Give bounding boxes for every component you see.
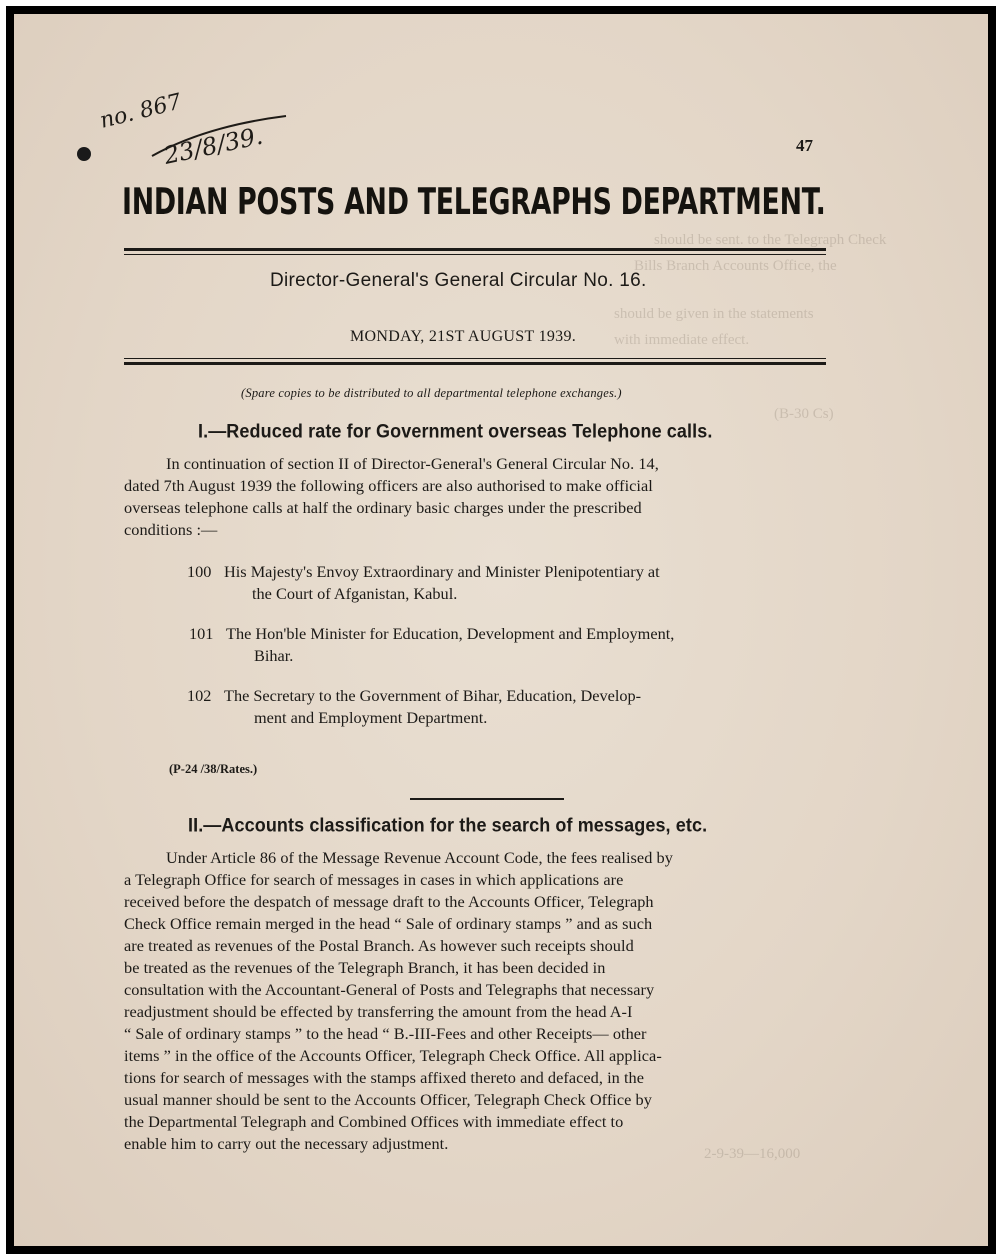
paragraph-line: usual manner should be sent to the Accounts Officer, Telegraph Check Office by — [124, 1090, 652, 1109]
paragraph-line: the Departmental Telegraph and Combined Offices with immediate effect to — [124, 1112, 624, 1131]
circular-date: MONDAY, 21ST AUGUST 1939. — [350, 328, 577, 345]
officer-number: 101 — [189, 624, 214, 643]
paragraph-line: In continuation of section II of Director-General's General Circular No. 14, — [166, 454, 659, 473]
officer-line: Bihar. — [254, 646, 294, 665]
officer-line: The Secretary to the Government of Bihar, Education, Develop- — [224, 686, 642, 705]
officer-number: 102 — [187, 686, 212, 705]
paragraph-line: overseas telephone calls at half the ordinary basic charges under the prescribed — [124, 498, 642, 517]
paragraph-line: items ” in the office of the Accounts Officer, Telegraph Check Office. All applica- — [124, 1046, 662, 1065]
section-1-heading: I.—Reduced rate for Government overseas Telephone calls. — [198, 420, 713, 442]
paragraph-line: dated 7th August 1939 the following officers are also authorised to make official — [124, 476, 653, 495]
svg-text:23/8/39.: 23/8/39. — [161, 121, 266, 170]
officer-line: His Majesty's Envoy Extraordinary and Minister Plenipotentiary at — [224, 562, 660, 581]
circular-title: Director-General's General Circular No. 16. — [270, 270, 647, 291]
file-reference: (P-24 /38/Rates.) — [169, 762, 258, 776]
header-rule-top-thin — [124, 254, 826, 255]
officer-line: ment and Employment Department. — [254, 708, 488, 727]
paragraph-line: consultation with the Accountant-General of Posts and Telegraphs that necessary — [124, 980, 655, 999]
document-page: should be sent. to the Telegraph Check Bills Branch Accounts Office, the should be given in the statements with immediate effect. (B-30 Cs) 2-9-39—16,000 no. 867 23/8/39. 47 INDIAN POSTS AND TELEGRAPHS DEPARTMENT. Director-General's General Circular No. 16. MONDAY, 21ST AUGUST 1939. (Spare copies to be distributed to all departmental telephone exchanges.) I.—Reduced rate for Government overseas Telephone calls. In continuation of section II of Director-General's General Circular No. 14, dated 7th August 1939 the following officers are also authorised to make official overseas telephone calls at half the ordinary basic charges under the prescribed conditions :— 100 His Majesty's Envoy Extraordinary and Minister Plenipotentiary at the Court of Afganistan, Kabul. 101 The Hon'ble Minister for Education, Development and Employment, Bihar. 102 The Secretary to the Government of Bihar, Education, Develop- ment and Employment Department. (P-24 /38/Rates.) II.—Accounts classification for the search of messages, etc. Under Article 86 of the Message Revenue Account Code, the fees realised by a Telegraph Office for search of messages in cases in which applications are received before the despatch of message draft to the Accounts Officer, Telegraph Check Office remain merged in the head “ Sale of ordinary stamps ” and as such are treated as revenues of the Postal Branch. As however such receipts should be treated as the revenues of the Telegraph Branch, it has been decided in consultation with the Accountant-General of Posts and Telegraphs that necessary readjustment should be effected by transferring the amount from the head A-I “ Sale of ordinary stamps ” to the head “ B.-III-Fees and other Receipts— other items ” in the office of the Accounts Officer, Telegraph Check Office. All applica- tions for search of messages with the stamps affixed thereto and defaced, in the usual manner should be sent to the Accounts Officer, Telegraph Check Office by the Departmental Telegraph and Combined Offices with immediate effect to enable him to carry out the necessary adjustment. — [14, 14, 988, 1246]
officer-line: the Court of Afganistan, Kabul. — [252, 584, 458, 603]
paragraph-line: received before the despatch of message draft to the Accounts Officer, Telegraph — [124, 892, 654, 911]
handwritten-annotation — [96, 76, 326, 186]
paragraph-line: Check Office remain merged in the head “ Sale of ordinary stamps ” and as such — [124, 914, 653, 933]
paragraph-line: a Telegraph Office for search of messages in cases in which applications are — [124, 870, 624, 889]
officer-line: The Hon'ble Minister for Education, Development and Employment, — [226, 624, 675, 643]
header-rule-top — [124, 248, 826, 251]
distribution-note: (Spare copies to be distributed to all departmental telephone exchanges.) — [241, 386, 622, 400]
page-number: 47 — [796, 136, 813, 155]
paragraph-line: enable him to carry out the necessary adjustment. — [124, 1134, 449, 1153]
paragraph-line: are treated as revenues of the Postal Branch. As however such receipts should — [124, 936, 634, 955]
paragraph-line: conditions :— — [124, 520, 218, 539]
officer-number: 100 — [187, 562, 212, 581]
punch-hole — [77, 147, 91, 161]
header-rule-bottom-thick — [124, 362, 826, 365]
paragraph-line: readjustment should be effected by transferring the amount from the head A-I — [124, 1002, 633, 1021]
svg-text:no. 867: no. 867 — [97, 89, 185, 134]
section-divider — [410, 798, 564, 800]
paragraph-line: “ Sale of ordinary stamps ” to the head “ B.-III-Fees and other Receipts— other — [124, 1024, 647, 1043]
paragraph-line: be treated as the revenues of the Telegraph Branch, it has been decided in — [124, 958, 606, 977]
paragraph-line: Under Article 86 of the Message Revenue Account Code, the fees realised by — [166, 848, 673, 867]
department-title: INDIAN POSTS AND TELEGRAPHS DEPARTMENT. — [122, 180, 826, 223]
paragraph-line: tions for search of messages with the stamps affixed thereto and defaced, in the — [124, 1068, 645, 1087]
header-rule-bottom — [124, 358, 826, 359]
section-2-heading: II.—Accounts classification for the search of messages, etc. — [188, 814, 708, 836]
